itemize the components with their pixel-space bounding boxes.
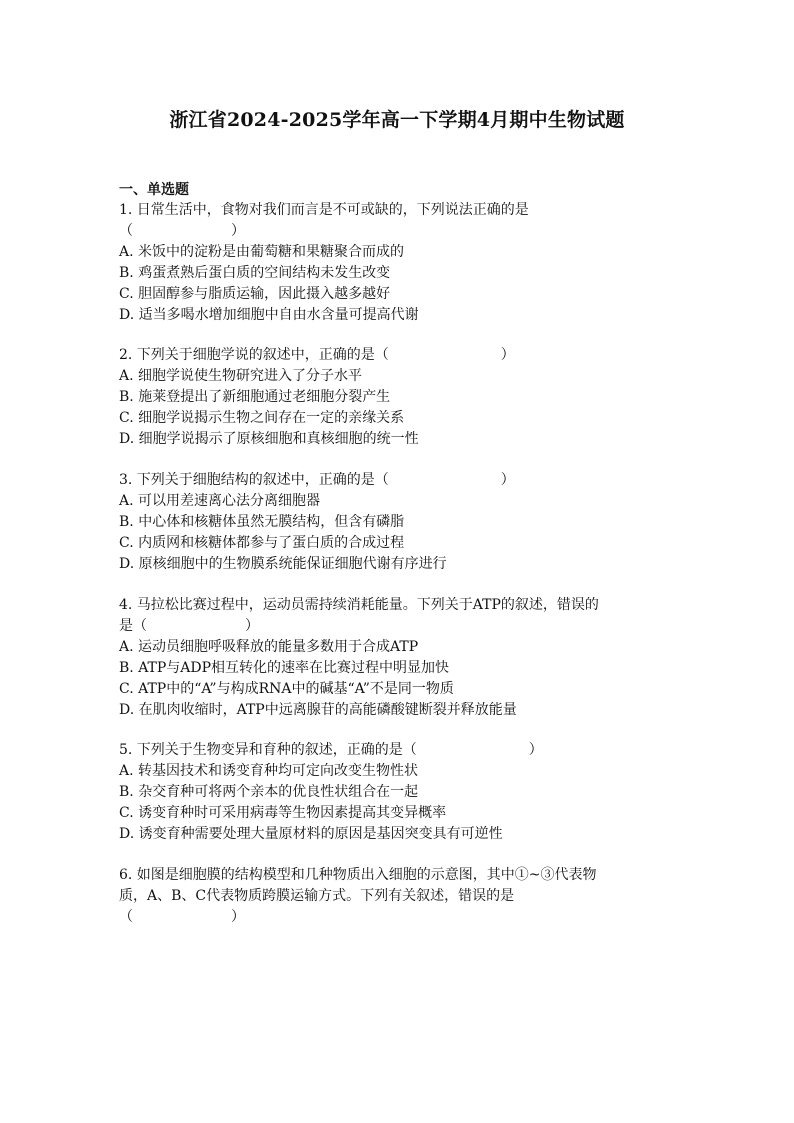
option-a: A. 转基因技术和诱变育种均可定向改变生物性状 <box>119 763 419 779</box>
question-stem: 3. 下列关于细胞结构的叙述中，正确的是（ ） <box>119 472 515 488</box>
question-stem: 1. 日常生活中，食物对我们而言是不可或缺的，下列说法正确的是 <box>119 202 529 218</box>
question-stem: 5. 下列关于生物变异和育种的叙述，正确的是（ ） <box>119 742 543 758</box>
option-d: D. 原核细胞中的生物膜系统能保证细胞代谢有序进行 <box>119 556 447 572</box>
option-b: B. ATP与ADP相互转化的速率在比赛过程中明显加快 <box>119 660 450 676</box>
answer-blank: （ ） <box>119 909 245 925</box>
question-stem-continued: 质，A、B、C代表物质跨膜运输方式。下列有关叙述，错误的是 <box>119 888 515 904</box>
question-stem: 2. 下列关于细胞学说的叙述中，正确的是（ ） <box>119 347 515 363</box>
option-b: B. 杂交育种可将两个亲本的优良性状组合在一起 <box>119 784 419 800</box>
option-d: D. 诱变育种需要处理大量原材料的原因是基因突变具有可逆性 <box>119 826 503 842</box>
question-4 <box>119 595 679 721</box>
option-b: B. 施莱登提出了新细胞通过老细胞分裂产生 <box>119 389 391 405</box>
option-a: A. 运动员细胞呼吸释放的能量多数用于合成ATP <box>119 639 419 655</box>
section-heading: 一、单选题 <box>119 182 189 198</box>
option-c: C. 诱变育种时可采用病毒等生物因素提高其变异概率 <box>119 805 447 821</box>
option-a: A. 细胞学说使生物研究进入了分子水平 <box>119 368 363 384</box>
question-2 <box>119 345 679 450</box>
option-c: C. 内质网和核糖体都参与了蛋白质的合成过程 <box>119 535 405 551</box>
option-b: B. 鸡蛋煮熟后蛋白质的空间结构未发生改变 <box>119 265 391 281</box>
question-stem: 4. 马拉松比赛过程中，运动员需持续消耗能量。下列关于ATP的叙述，错误的 <box>119 597 599 613</box>
option-c: C. ATP中的“A”与构成RNA中的碱基“A”不是同一物质 <box>119 681 454 697</box>
option-a: A. 可以用差速离心法分离细胞器 <box>119 493 321 509</box>
option-d: D. 细胞学说揭示了原核细胞和真核细胞的统一性 <box>119 431 419 447</box>
option-c: C. 细胞学说揭示生物之间存在一定的亲缘关系 <box>119 410 405 426</box>
question-6 <box>119 865 679 928</box>
option-d: D. 适当多喝水增加细胞中自由水含量可提高代谢 <box>119 307 419 323</box>
option-a: A. 米饭中的淀粉是由葡萄糖和果糖聚合而成的 <box>119 244 405 260</box>
page-title: 浙江省2024-2025学年高一下学期4月期中生物试题 <box>169 109 625 131</box>
question-1 <box>119 200 679 326</box>
question-stem: 6. 如图是细胞膜的结构模型和几种物质出入细胞的示意图，其中①~③代表物 <box>119 867 597 883</box>
question-3 <box>119 470 679 575</box>
option-d: D. 在肌肉收缩时，ATP中远离腺苷的高能磷酸键断裂并释放能量 <box>119 702 517 718</box>
question-5 <box>119 740 679 845</box>
option-b: B. 中心体和核糖体虽然无膜结构，但含有磷脂 <box>119 514 405 530</box>
answer-blank: （ ） <box>119 223 245 239</box>
question-stem-continued: 是（ ） <box>119 618 259 634</box>
option-c: C. 胆固醇参与脂质运输，因此摄入越多越好 <box>119 286 391 302</box>
